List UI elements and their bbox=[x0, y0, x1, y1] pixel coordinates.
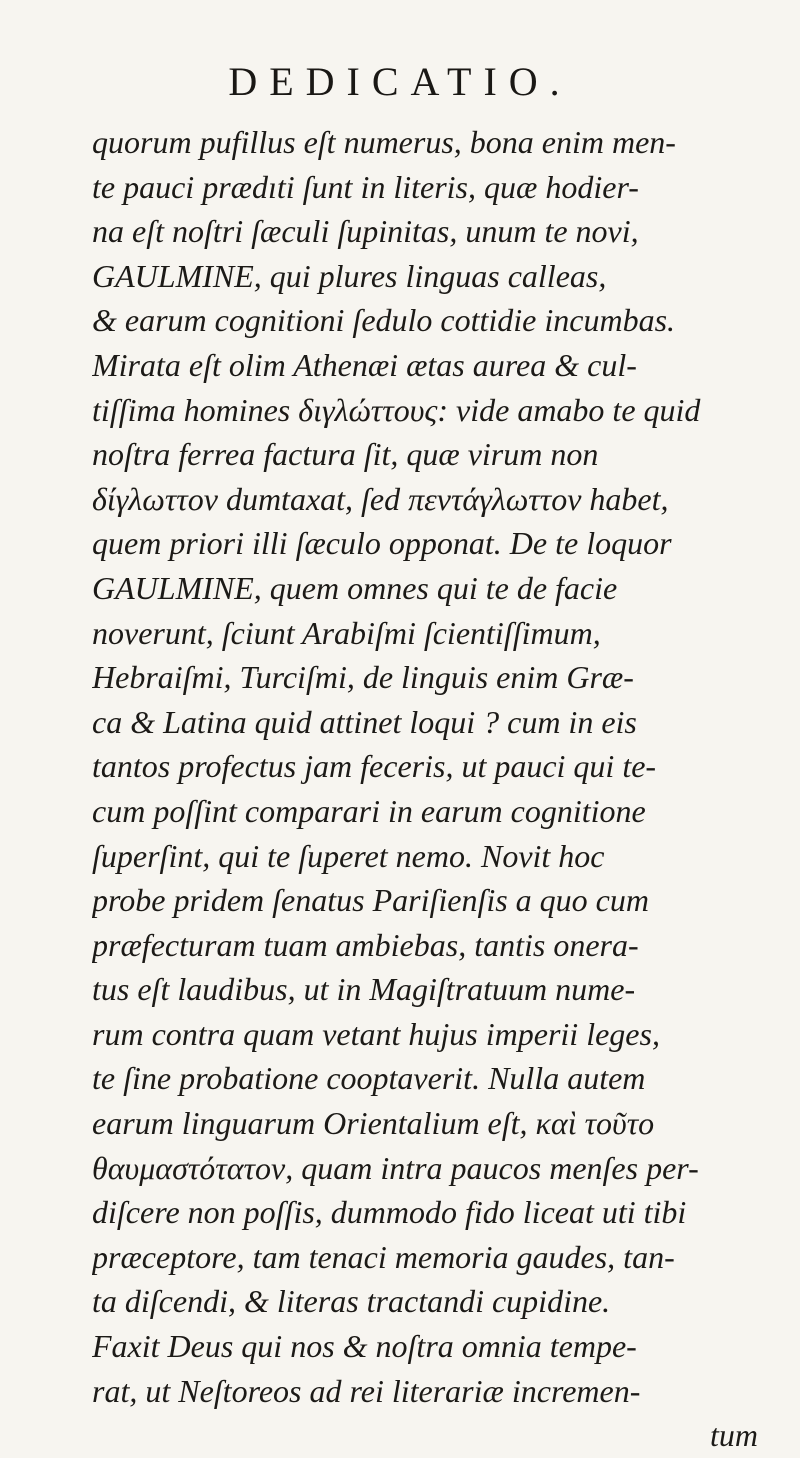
text-line: Mirata eſt olim Athenæi ætas aurea & cul- bbox=[92, 346, 637, 383]
text-line: & earum cognitioni ſedulo cottidie incumbas. bbox=[92, 302, 676, 339]
text-line: diſcere non poſſis, dummodo fido liceat uti tibi bbox=[92, 1194, 687, 1231]
text-line: θαυμαστότατον, quam intra paucos menſes per- bbox=[92, 1149, 699, 1186]
text-line: ta diſcendi, & literas tractandi cupidine. bbox=[92, 1283, 611, 1320]
text-line: rum contra quam vetant hujus imperii leges, bbox=[92, 1015, 660, 1052]
text-line: ca & Latina quid attinet loqui ? cum in eis bbox=[92, 703, 637, 740]
text-line: tiſſima homines διγλώττους: vide amabo te quid bbox=[92, 391, 701, 428]
text-line: præfecturam tuam ambiebas, tantis onera- bbox=[92, 926, 639, 963]
text-line: præceptore, tam tenaci memoria gaudes, tan- bbox=[92, 1238, 675, 1275]
text-line: cum poſſint comparari in earum cognitione bbox=[92, 792, 646, 829]
text-line: Hebraiſmi, Turciſmi, de linguis enim Græ- bbox=[92, 659, 634, 696]
text-line: GAULMINE, quem omnes qui te de facie bbox=[92, 569, 618, 606]
catchword: tum bbox=[710, 1417, 758, 1454]
text-line: tantos profectus jam feceris, ut pauci qui te- bbox=[92, 748, 657, 785]
text-line: rat, ut Neſtoreos ad rei literariæ incremen- bbox=[92, 1372, 641, 1409]
text-line: noverunt, ſciunt Arabiſmi ſcientiſſimum, bbox=[92, 614, 601, 651]
text-line: te pauci prædıti ſunt in literis, quæ hodier- bbox=[92, 168, 639, 205]
text-line: ſuperſint, qui te ſuperet nemo. Novit hoc bbox=[92, 837, 605, 874]
text-line: quem priori illi ſæculo opponat. De te loquor bbox=[92, 525, 672, 562]
text-line: tus eſt laudibus, ut in Magiſtratuum nume- bbox=[92, 971, 636, 1008]
text-line: GAULMINE, qui plures linguas calleas, bbox=[92, 257, 607, 294]
body-text bbox=[92, 120, 764, 1458]
text-line: δίγλωττον dumtaxat, ſed πεντάγλωττον habet, bbox=[92, 480, 669, 517]
text-line: te ſine probatione cooptaverit. Nulla autem bbox=[92, 1060, 646, 1097]
page-header: DEDICATIO. bbox=[228, 59, 572, 104]
text-line: probe pridem ſenatus Pariſienſis a quo cum bbox=[92, 882, 649, 919]
text-line: noſtra ferrea factura ſit, quæ virum non bbox=[92, 436, 599, 473]
text-line: quorum pufillus eſt numerus, bona enim men- bbox=[92, 124, 676, 160]
text-line: earum linguarum Orientalium eſt, καὶ τοῦτο bbox=[92, 1105, 655, 1142]
text-line: na eſt noſtri ſæculi ſupinitas, unum te novi, bbox=[92, 213, 639, 250]
text-line: Faxit Deus qui nos & noſtra omnia tempe- bbox=[92, 1328, 637, 1365]
